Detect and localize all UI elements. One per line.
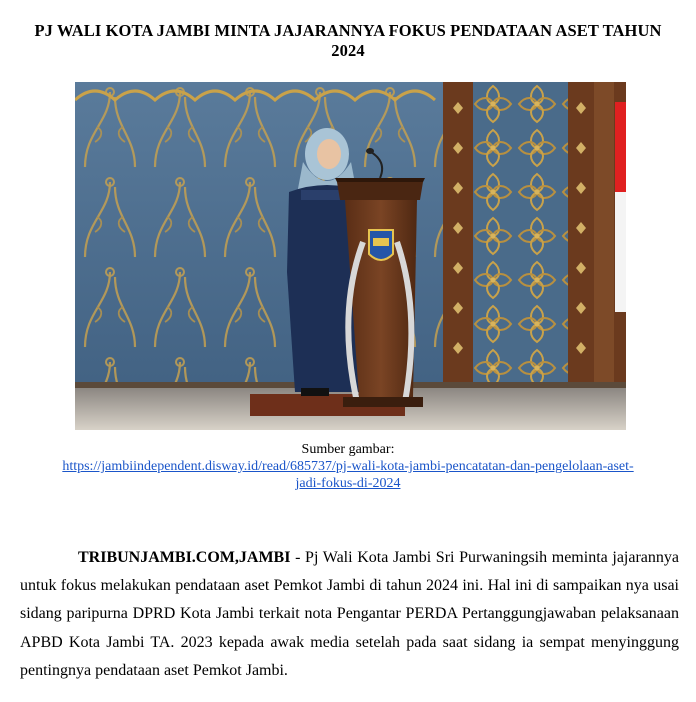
article-photo (75, 82, 626, 430)
source-link[interactable] (20, 458, 676, 492)
article-title: PJ WALI KOTA JAMBI MINTA JAJARANNYA FOKUS PENDATAAN ASET TAHUN 2024 (34, 21, 662, 60)
source-link-line1[interactable]: https://jambiindependent.disway.id/read/685737/pj-wali-kota-jambi-pencatatan-dan-pengelolaan-aset- (62, 459, 634, 474)
article-lead: TRIBUNJAMBI.COM,JAMBI (78, 549, 291, 566)
caption-label: Sumber gambar: (301, 442, 395, 457)
article-body (20, 544, 679, 685)
article-body-text: - Pj Wali Kota Jambi Sri Purwaningsih meminta jajarannya untuk fokus melakukan pendataan aset Pemkot Jambi di tahun 2024 ini. Hal ini di sampaikan nya usai sidang paripurna DPRD Kota Jambi terkait nota Pengantar PERDA Pertanggungjawaban pelaksanaan APBD Kota Jambi TA. 2023 kepada awak media setelah pada saat sidang ia sempat menyinggung pentingnya pendataan aset Pemkot Jambi. (20, 549, 679, 679)
photo-caption (20, 441, 676, 492)
source-link-line2[interactable]: jadi-fokus-di-2024 (295, 476, 401, 491)
